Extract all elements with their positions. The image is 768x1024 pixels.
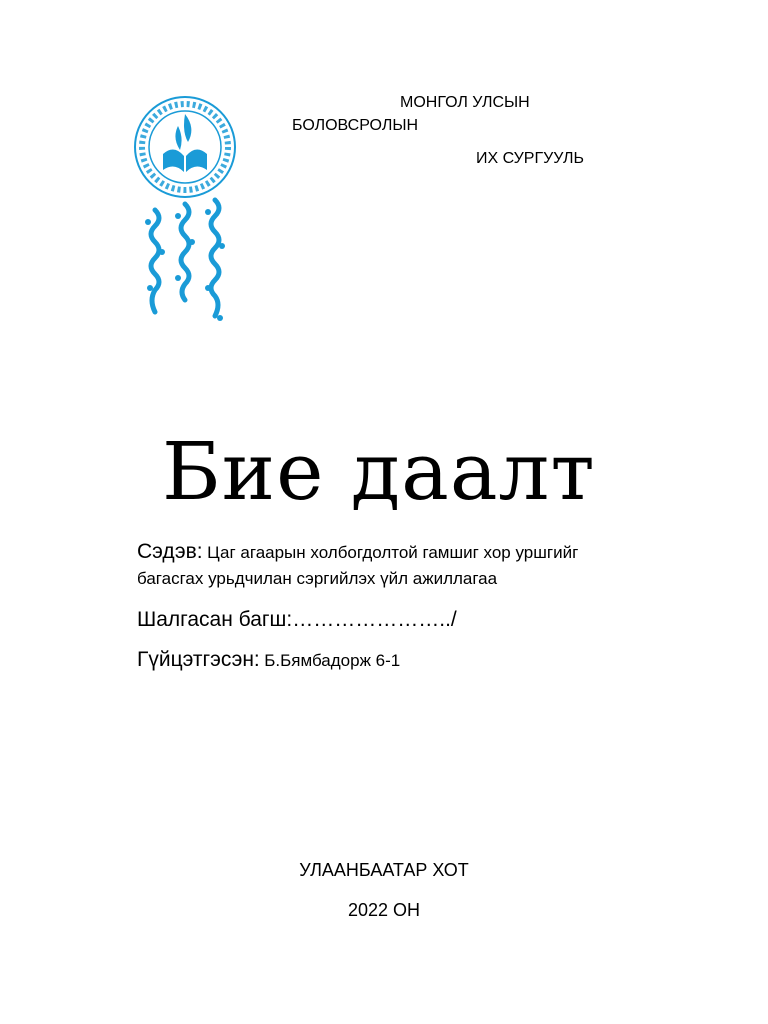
footer-city: УЛААНБААТАР ХОТ [299, 860, 469, 880]
footer-year: 2022 ОН [347, 900, 421, 920]
topic-value-line-1: Цаг агаарын холбогдолтой гамшиг хор уршгийг [207, 543, 579, 562]
topic-value-line-2: багасгах урьдчилан сэргийлэх үйл ажиллагаа [137, 569, 498, 588]
university-seal-icon [130, 92, 240, 342]
completed-by-label: Гүйцэтгэсэн: [137, 648, 260, 671]
completed-by-line [137, 648, 400, 672]
document-title: Бие даалт [162, 425, 596, 518]
header-line-2: БОЛОВСРОЛЫН [292, 117, 419, 134]
header-line-3: ИХ СУРГУУЛЬ [476, 150, 584, 167]
topic-label: Сэдэв: [137, 540, 203, 563]
completed-by-value: Б.Бямбадорж 6-1 [264, 651, 401, 670]
checked-by-label: Шалгасан багш:…………………../ [137, 608, 457, 631]
header-line-1: МОНГОЛ УЛСЫН [400, 94, 530, 111]
topic-line [137, 540, 578, 564]
